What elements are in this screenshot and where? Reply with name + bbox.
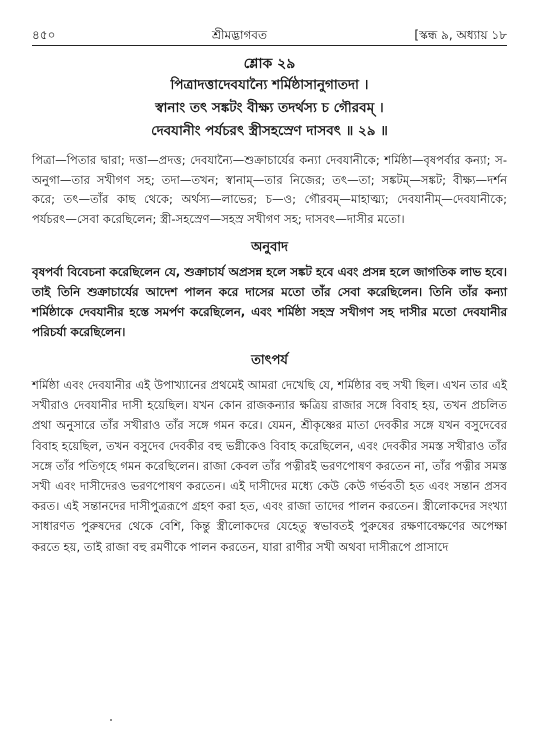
header-divider [32, 45, 507, 46]
book-title: শ্রীমদ্ভাগবত [211, 28, 267, 42]
scan-speck [110, 719, 112, 721]
purport-text: শর্মিষ্ঠা এবং দেবযানীর এই উপাখ্যানের প্রথমেই আমরা দেখেছি যে, শর্মিষ্ঠার বহু সখী ছিল। এখন তার এই সখীরাও দেবযানীর দাসী হয়েছিল। যখন কোন রাজকন্যার ক্ষত্রিয় রাজার সঙ্গে বিবাহ হয়, তখন প্রচলিত প্রথা অনুসারে তাঁর সখীরাও তাঁর সঙ্গে গমন করে। যেমন, শ্রীকৃষ্ণের মাতা দেবকীর সঙ্গে যখন বসুদেবের বিবাহ হয়েছিল, তখন বসুদেব দেবকীর বহু ভগ্নীকেও বিবাহ করেছিলেন, এবং দেবকীর সমস্ত সখীরাও তাঁর সঙ্গে তাঁর পতিগৃহে গমন করেছিলেন। রাজা কেবল তাঁর পত্নীরই ভরণপোষণ করতেন না, তাঁর পত্নীর সমস্ত সখী এবং দাসীদেরও ভরণপোষণ করতেন। এই দাসীদের মধ্যে কেউ কেউ গর্ভবতী হত এবং সন্তান প্রসব করত। এই সন্তানদের দাসীপুত্ররূপে গ্রহণ করা হত, এবং রাজা তাদের পালন করতেন। স্ত্রীলোকদের সংখ্যা সাধারণত পুরুষদের থেকে বেশি, কিন্তু স্ত্রীলোকদের যেহেতু স্বভাবতই পুরুষের রক্ষণাবেক্ষণের অপেক্ষা করতে হয়, তাই রাজা বহু রমণীকে পালন করতেন, যারা রাণীর সখী অথবা দাসীরূপে প্রাসাদে [32, 378, 507, 554]
word-for-word-synonyms: পিত্রা—পিতার দ্বারা; দত্তা—প্রদত্ত; দেবযান্যৈ—শুক্রাচার্যের কন্যা দেবযানীকে; শর্মিষ্ঠা—বৃষপর্বার কন্যা; স-অনুগা—তার সখীগণ সহ; তদা—তখন; স্বানাম্—তার নিজের; তৎ—তা; সঙ্কটম্—সঙ্কট; বীক্ষ্য—দর্শন করে; তৎ—তাঁর কাছ থেকে; অর্থস্য—লাভের; চ—ও; গৌরবম্—মাহাত্ম্য; দেবযানীম্—দেবযানীকে; পর্যচরৎ—সেবা করেছিলেন; স্ত্রী-সহস্রেণ—সহস্র সখীগণ সহ; দাসবৎ—দাসীর মতো। [32, 153, 507, 226]
page-header [32, 26, 507, 44]
translation-text: বৃষপর্বা বিবেচনা করেছিলেন যে, শুক্রাচার্য অপ্রসন্ন হলে সঙ্কট হবে এবং প্রসন্ন হলে জাগতিক লাভ হবে। তাই তিনি শুক্রাচার্যের আদেশ পালন করে দাসের মতো তাঁর সেবা করেছিলেন। তিনি তাঁর কন্যা শর্মিষ্ঠাকে দেবযানীর হস্তে সমর্পণ করেছিলেন, এবং শর্মিষ্ঠা সহস্র সখীগণ সহ দাসীর মতো দেবযানীর পরিচর্যা করেছিলেন। [32, 265, 507, 339]
verse-line-1: পিত্রাদত্তাদেবযান্যৈ শর্মিষ্ঠাসানুগাতদা । [170, 77, 369, 93]
purport-heading: তাৎপর্য [251, 353, 288, 368]
verse-line-2: স্বানাং তৎ সঙ্কটং বীক্ষ্য তদর্থস্য চ গৌরবম্ । [155, 100, 384, 116]
chapter-reference: [স্কন্ধ ৯, অধ্যায় ১৮ [414, 28, 507, 42]
translation-heading: অনুবাদ [251, 240, 288, 255]
verse-title: শ্লোক ২৯ [243, 56, 296, 72]
page-number: ৪৫০ [32, 28, 56, 42]
verse-line-3: দেবযানীং পর্যচরৎ স্ত্রীসহস্রেণ দাসবৎ ॥ ২৯ ॥ [151, 123, 388, 139]
